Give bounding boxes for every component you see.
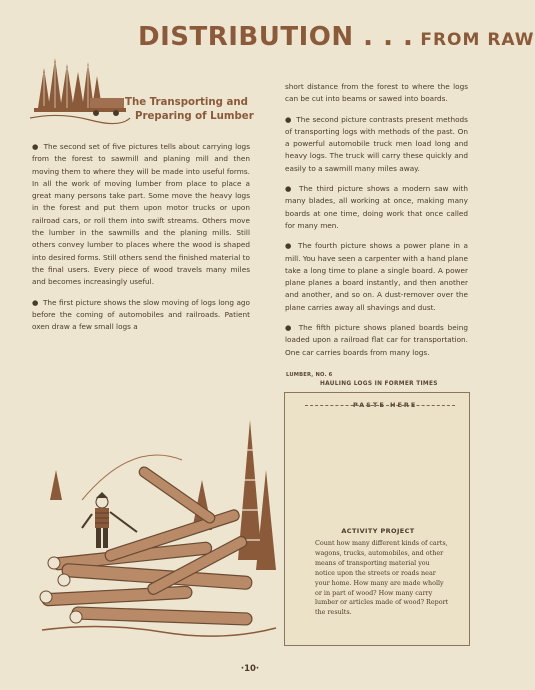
section-heading: [125, 96, 255, 124]
paragraph: [285, 240, 468, 314]
paragraph-text: The fifth picture shows planed boards being loaded upon a railroad flat car for transportation. One car carries boards from many logs.: [285, 323, 469, 357]
paragraph-text: The third picture shows a modern saw with many blades, all working at once, making many boards at one time, doing work that once called for many men.: [285, 184, 468, 230]
forest-truck-illustration: [30, 48, 130, 128]
bullet-icon: ●: [285, 323, 293, 333]
bullet-icon: ●: [32, 297, 39, 307]
paste-here-label: PASTE HERE: [353, 401, 418, 409]
paragraph-text: The second set of five pictures tells about carrying logs from the forest to sawmill and planing mill and then moving them to where they will be made into useful forms. In all the work of moving lumber from place to place a great many persons take part. Some move the heavy logs in the forest and put them upon motor trucks or upon railroad cars, or roll them into swift streams. Others move the lumber in the sawmills and the planing mills. Still others convey lumber to places where the wood is shaped into desired forms. Still others send the finished material to the final users. Every piece of wood travels many miles and becomes increasingly useful.: [32, 142, 250, 287]
bullet-icon: ●: [32, 142, 39, 151]
bullet-icon: ●: [285, 241, 293, 251]
section-heading-line1: The Transporting and: [125, 97, 248, 108]
right-column: [285, 81, 468, 367]
paragraph-text: The second picture contrasts present methods of transporting logs with methods of the past. On a powerful automobile truck men load long and heavy logs. The truck will carry these quickly and easily to a sawmill many miles away.: [285, 114, 468, 173]
activity-project-text: Count how many different kinds of carts, wagons, trucks, automobiles, and other means of transporting material you notice upon the streets or roads near your home. How many are made wholly or in part of wood? How many carry lumber or articles made of wood? Report the results.: [315, 539, 449, 617]
paragraph: [32, 141, 250, 289]
log-driver-illustration: [42, 410, 276, 640]
paragraph: [285, 114, 468, 175]
activity-project-title: ACTIVITY PROJECT: [341, 527, 415, 535]
section-heading-line2: Preparing of Lumber: [135, 111, 254, 122]
paragraph: [285, 322, 468, 359]
paragraph-text: The fourth picture shows a power plane in a mill. You have seen a carpenter with a hand plane take a long time to plane a single board. A power plane planes a board instantly, and then another and another, and so on. A dust-remover over the plane carries away all shavings and dust.: [285, 241, 468, 312]
page-number: ·10·: [240, 664, 260, 674]
paragraph: [285, 183, 468, 232]
paragraph-continued: short distance from the forest to where the logs can be cut into beams or sawed into boards.: [285, 82, 468, 104]
left-column: [32, 141, 250, 341]
paste-here-box: [284, 392, 470, 646]
paragraph: [32, 297, 250, 334]
title-sub: FROM RAW: [413, 30, 535, 50]
page-title: [138, 22, 535, 52]
paragraph-text: The first picture shows the slow moving of logs long ago before the coming of automobiles and railroads. Patient oxen draw a few small logs a: [32, 297, 251, 332]
bullet-icon: ●: [285, 114, 292, 124]
lumber-number-label: LUMBER, NO. 6: [286, 372, 333, 378]
title-main: DISTRIBUTION . . .: [138, 22, 414, 52]
bullet-icon: ●: [285, 184, 294, 194]
picture-title: HAULING LOGS IN FORMER TIMES: [320, 381, 438, 387]
